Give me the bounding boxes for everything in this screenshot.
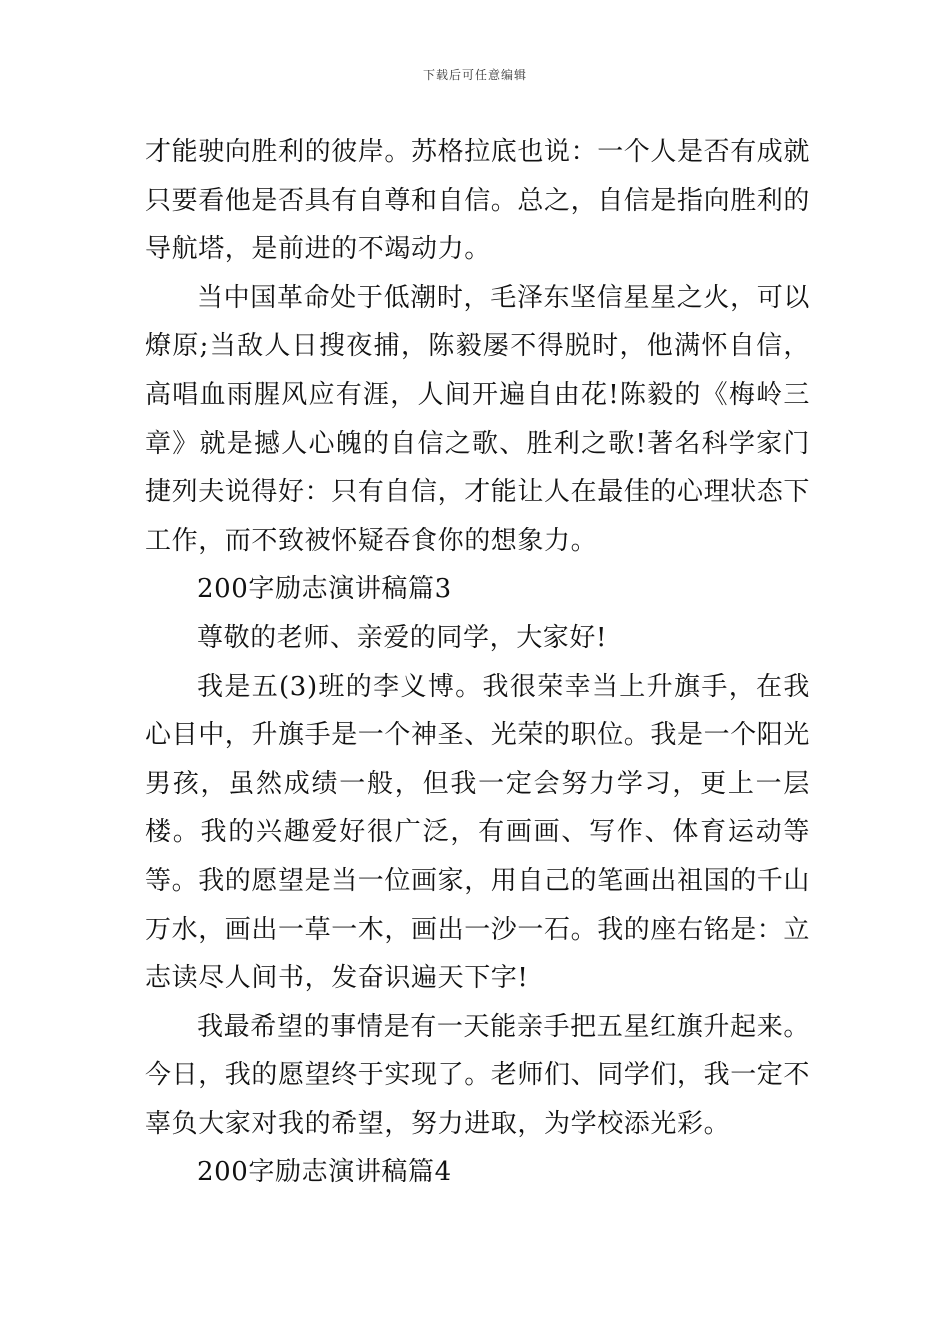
section-heading-3: 200字励志演讲稿篇3 [197, 574, 452, 605]
paragraph-greeting: 尊敬的老师、亲爱的同学，大家好! [197, 622, 608, 653]
paragraph-1: 才能驶向胜利的彼岸。苏格拉底也说：一个人是否有成就只要看他是否具有自尊和自信。总之，自信是指向胜利的导航塔，是前进的不竭动力。 [145, 137, 811, 265]
paragraph-wish: 我最希望的事情是有一天能亲手把五星红旗升起来。今日，我的愿望终于实现了。老师们、同学们，我一定不辜负大家对我的希望，努力进取，为学校添光彩。 [145, 1011, 811, 1139]
paragraph-introduction: 我是五(3)班的李义博。我很荣幸当上升旗手，在我心目中，升旗手是一个神圣、光荣的职位。我是一个阳光男孩，虽然成绩一般，但我一定会努力学习，更上一层楼。我的兴趣爱好很广泛，有画画、写作、体育运动等等。我的愿望是当一位画家，用自己的笔画出祖国的千山万水，画出一草一木，画出一沙一石。我的座右铭是：立志读尽人间书，发奋识遍天下字! [145, 671, 811, 994]
page-header: 下载后可任意编辑 [422, 68, 527, 82]
section-heading-4: 200字励志演讲稿篇4 [197, 1157, 452, 1188]
document-body [145, 128, 810, 1197]
paragraph-2: 当中国革命处于低潮时，毛泽东坚信星星之火，可以燎原;当敌人日搜夜捕，陈毅屡不得脱时，他满怀自信，高唱血雨腥风应有涯，人间开遍自由花!陈毅的《梅岭三章》就是撼人心魄的自信之歌、胜利之歌!著名科学家门捷列夫说得好：只有自信，才能让人在最佳的心理状态下工作，而不致被怀疑吞食你的想象力。 [145, 282, 811, 556]
